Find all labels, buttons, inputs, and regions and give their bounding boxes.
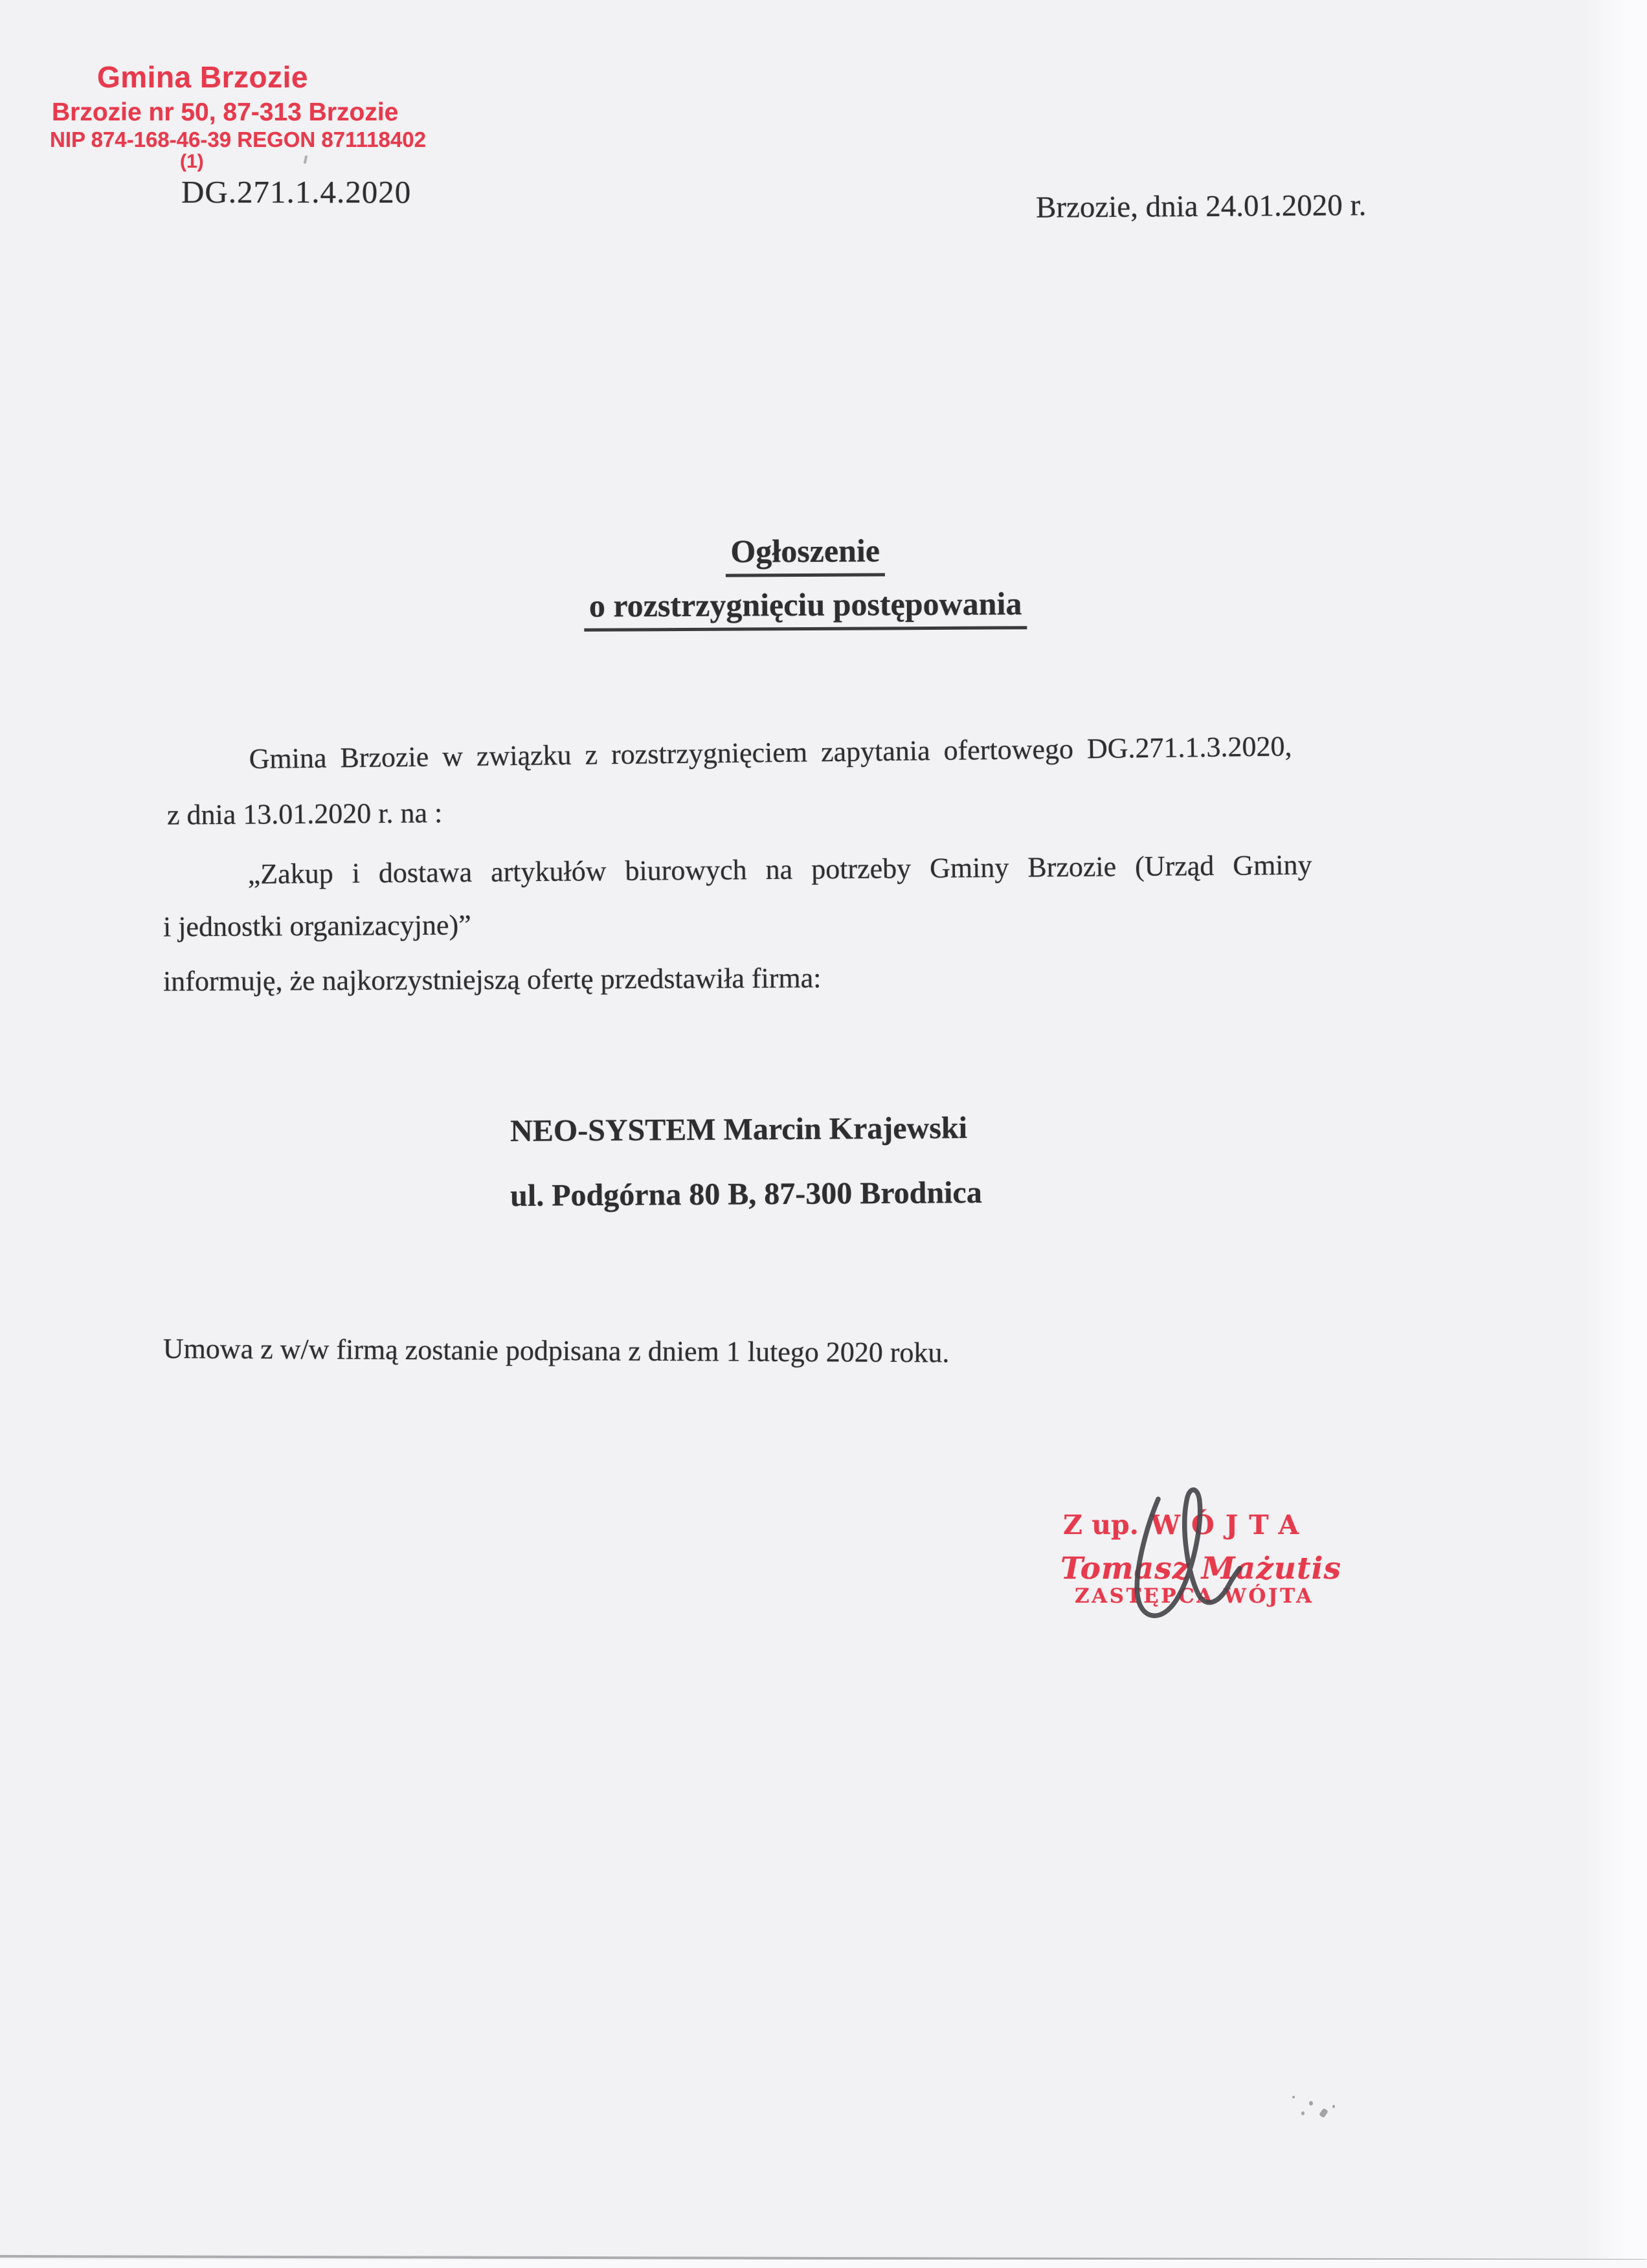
signature-prefix: Z up. — [1063, 1509, 1139, 1540]
paragraph-1-line-2: z dnia 13.01.2020 r. na : — [166, 797, 443, 831]
scan-speck — [1309, 2101, 1313, 2106]
title-line-1: Ogłoszenie — [725, 531, 885, 577]
stamp-org-name: Gmina Brzozie — [97, 60, 309, 94]
signature-office: WÓJTA — [1150, 1509, 1310, 1540]
scan-artifact-tick — [304, 155, 308, 164]
scan-speck — [1292, 2096, 1295, 2098]
paragraph-3: informuję, że najkorzystniejszą ofertę przedstawiła firma: — [162, 962, 822, 997]
paragraph-1-line-1: Gmina Brzozie w związku z rozstrzygnięciem zapytania ofertowego DG.271.1.3.2020, — [249, 730, 1292, 775]
date-line: Brzozie, dnia 24.01.2020 r. — [1035, 188, 1367, 225]
contract-note: Umowa z w/w firmą zostanie podpisana z dniem 1 lutego 2020 roku. — [162, 1333, 950, 1369]
scan-edge-highlight — [1585, 0, 1647, 2268]
stamp-nip-regon: NIP 874-168-46-39 REGON 871118402 — [50, 128, 426, 151]
reference-number: DG.271.1.4.2020 — [181, 174, 412, 210]
signatory-role: ZASTĘPCA WÓJTA — [1075, 1584, 1314, 1608]
scan-speck — [1319, 2108, 1328, 2118]
signatory-name: Tomasz Mażutis — [1060, 1551, 1341, 1586]
stamp-address: Brzozie nr 50, 87-313 Brzozie — [52, 98, 399, 126]
stamp-counter: (1) — [180, 151, 204, 172]
company-name: NEO-SYSTEM Marcin Krajewski — [510, 1111, 968, 1148]
scan-speck — [1332, 2105, 1335, 2108]
company-address: ul. Podgórna 80 B, 87-300 Brodnica — [510, 1175, 982, 1213]
scanner-background — [0, 2260, 1647, 2268]
paragraph-2-line-1: „Zakup i dostawa artykułów biurowych na potrzeby Gminy Brzozie (Urząd Gminy — [247, 849, 1312, 890]
signature-authorization-line — [1063, 1509, 1310, 1540]
title-line-2: o rozstrzygnięciu postępowania — [584, 584, 1027, 632]
paragraph-2-line-2: i jednostki organizacyjne)” — [162, 909, 471, 943]
document-title — [0, 528, 1611, 643]
scan-speck — [1301, 2111, 1305, 2115]
